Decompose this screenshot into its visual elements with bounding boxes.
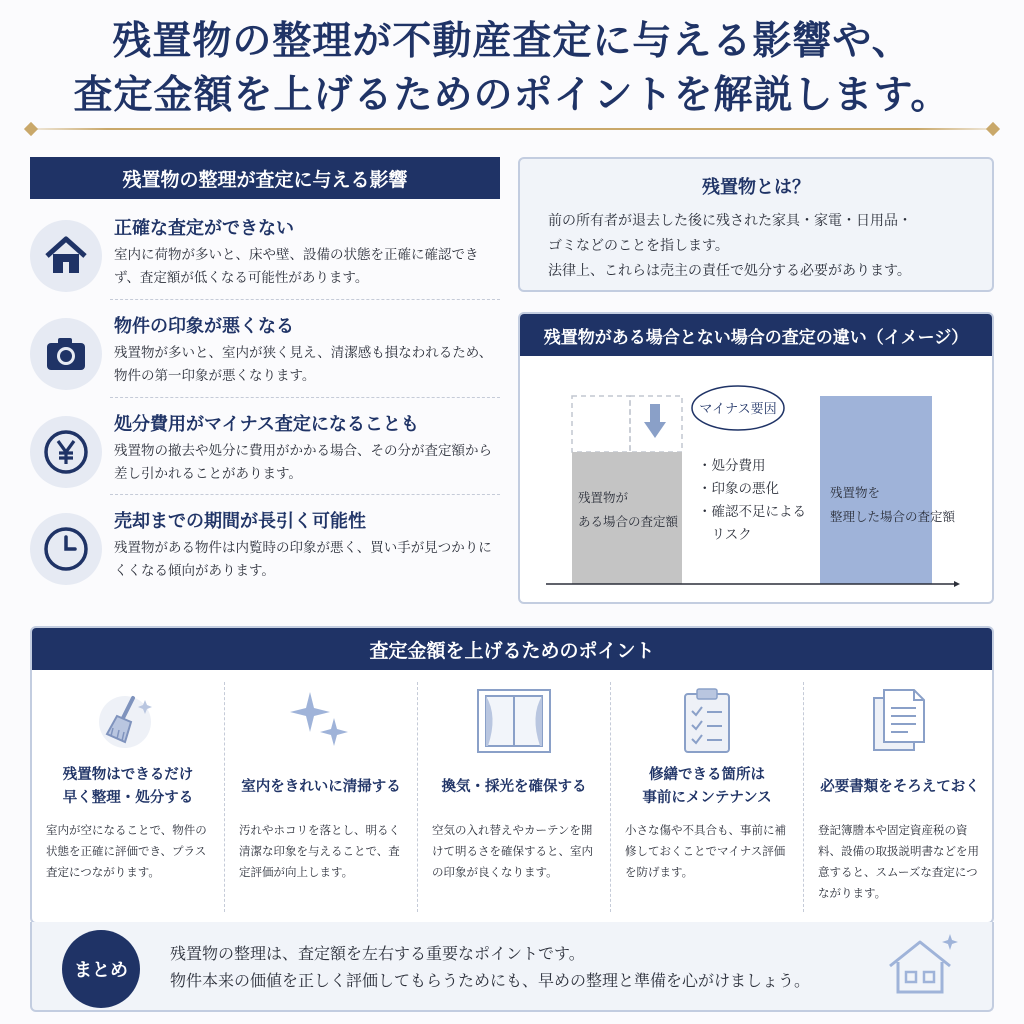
summary-text bbox=[170, 940, 890, 994]
sparkle-icon bbox=[225, 686, 417, 756]
impact-title: 正確な査定ができない bbox=[114, 218, 294, 239]
point-title-text: 室内をきれいに清掃する bbox=[241, 778, 401, 795]
house-icon bbox=[30, 220, 102, 292]
impacts-heading: 残置物の整理が査定に与える影響 bbox=[30, 157, 500, 199]
point-title bbox=[418, 762, 610, 812]
baseline-arrow bbox=[954, 581, 960, 587]
point-title-text: 換気・採光を確保する bbox=[441, 778, 587, 795]
point-title bbox=[225, 762, 417, 812]
impact-item bbox=[30, 210, 500, 306]
broom-icon bbox=[32, 686, 224, 756]
bar-without-label: 残置物を bbox=[830, 485, 881, 500]
window-icon bbox=[418, 686, 610, 756]
bar-with-label: 残置物が bbox=[578, 490, 629, 505]
house-sparkle-icon bbox=[884, 930, 964, 1004]
summary-line: 残置物の整理は、査定額を左右する重要なポイントです。 bbox=[170, 944, 585, 963]
minus-factor-label: マイナス要因 bbox=[699, 402, 777, 417]
definition-line: 法律上、これらは売主の責任で処分する必要があります。 bbox=[548, 263, 911, 279]
point-text: 室内が空になることで、物件の状態を正確に評価でき、プラス査定につながります。 bbox=[46, 823, 207, 879]
point-title-text: 必要書類をそろえておく bbox=[820, 778, 980, 795]
yen-icon bbox=[30, 416, 102, 488]
document-icon bbox=[804, 686, 994, 756]
minus-factor-item: ・印象の悪化 bbox=[698, 481, 779, 497]
definition-line: ゴミなどのことを指します。 bbox=[548, 238, 729, 254]
point-title bbox=[611, 762, 803, 812]
down-arrow-icon bbox=[644, 404, 666, 438]
impact-item bbox=[30, 308, 500, 404]
summary-badge: まとめ bbox=[62, 930, 140, 1008]
impact-item bbox=[30, 406, 500, 502]
points-heading: 査定金額を上げるためのポイント bbox=[32, 628, 992, 670]
impact-title: 売却までの期間が長引く可能性 bbox=[114, 511, 366, 532]
divider bbox=[110, 494, 500, 495]
point-title bbox=[804, 762, 994, 812]
definition-card bbox=[518, 157, 994, 292]
reduced-amount-box bbox=[572, 396, 630, 452]
point-item bbox=[32, 670, 224, 924]
impact-text: 残置物の撤去や処分に費用がかかる場合、その分が査定額から差し引かれることがあります。 bbox=[114, 443, 492, 482]
point-text: 登記簿謄本や固定資産税の資料、設備の取扱説明書などを用意すると、スムーズな査定につながります。 bbox=[818, 823, 979, 900]
points-section bbox=[30, 626, 994, 924]
page-title bbox=[0, 14, 1024, 122]
point-item bbox=[611, 670, 803, 924]
impact-text: 残置物がある物件は内覧時の印象が悪く、買い手が見つかりにくくなる傾向があります。 bbox=[114, 540, 492, 579]
point-text: 小さな傷や不具合も、事前に補修しておくことでマイナス評価を防げます。 bbox=[625, 823, 786, 879]
impact-title: 処分費用がマイナス査定になることも bbox=[114, 414, 419, 435]
divider-ornament-left bbox=[24, 122, 38, 136]
clock-icon bbox=[30, 513, 102, 585]
definition-line: 前の所有者が退去した後に残された家具・家電・日用品・ bbox=[548, 213, 912, 229]
divider-ornament-right bbox=[986, 122, 1000, 136]
point-title bbox=[32, 762, 224, 812]
bar-with-label: ある場合の査定額 bbox=[578, 514, 679, 529]
summary-line: 物件本来の価値を正しく評価してもらうためにも、早めの整理と準備を心がけましょう。 bbox=[170, 971, 811, 990]
point-text: 空気の入れ替えやカーテンを開けて明るさを確保すると、室内の印象が良くなります。 bbox=[432, 823, 593, 879]
point-text: 汚れやホコリを落とし、明るく清潔な印象を与えることで、査定評価が向上します。 bbox=[239, 823, 400, 879]
point-title-text: 修繕できる箇所は 事前にメンテナンス bbox=[642, 767, 772, 806]
divider bbox=[110, 397, 500, 398]
title-line-1: 残置物の整理が不動産査定に与える影響や、 bbox=[112, 18, 912, 64]
point-title-text: 残置物はできるだけ 早く整理・処分する bbox=[62, 767, 194, 806]
impact-item bbox=[30, 503, 500, 599]
point-item bbox=[225, 670, 417, 924]
point-item bbox=[418, 670, 610, 924]
comparison-illustration bbox=[520, 356, 992, 602]
impact-title: 物件の印象が悪くなる bbox=[114, 316, 294, 337]
point-item bbox=[804, 670, 994, 924]
checklist-icon bbox=[611, 686, 803, 756]
comparison-card bbox=[518, 312, 994, 604]
camera-icon bbox=[30, 318, 102, 390]
summary-box bbox=[30, 922, 994, 1012]
comparison-heading: 残置物がある場合とない場合の査定の違い（イメージ） bbox=[520, 314, 992, 356]
impact-text: 残置物が多いと、室内が狭く見え、清潔感も損なわれるため、物件の第一印象が悪くなります。 bbox=[114, 345, 493, 384]
bar-without-label: 整理した場合の査定額 bbox=[830, 509, 956, 524]
minus-factor-item: リスク bbox=[698, 527, 752, 543]
definition-text bbox=[548, 209, 978, 284]
definition-heading: 残置物とは？ bbox=[702, 177, 810, 198]
impact-text: 室内に荷物が多いと、床や壁、設備の状態を正確に確認できず、査定額が低くなる可能性があります。 bbox=[114, 247, 479, 286]
title-line-2: 査定金額を上げるためのポイントを解説します。 bbox=[73, 72, 951, 118]
minus-factor-item: ・処分費用 bbox=[698, 458, 766, 474]
divider bbox=[110, 299, 500, 300]
title-divider bbox=[30, 128, 994, 130]
minus-factor-item: ・確認不足による bbox=[698, 504, 806, 520]
